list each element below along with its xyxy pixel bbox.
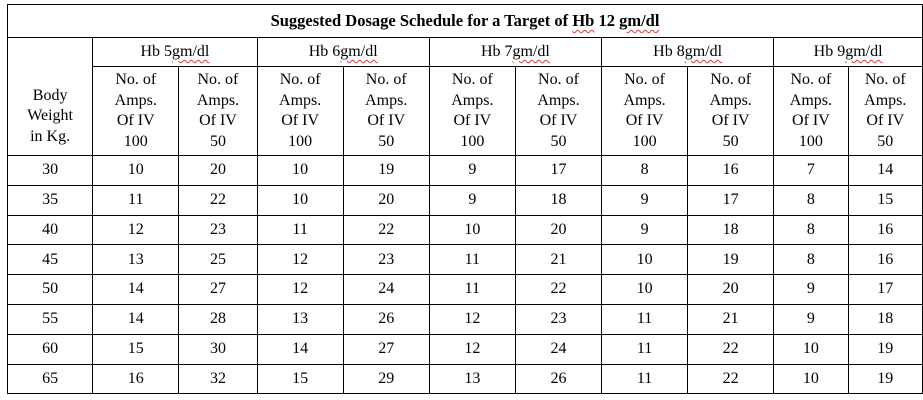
- amps-value-cell: 25: [179, 245, 257, 275]
- table-row: [8, 304, 923, 334]
- amps-value-cell: 23: [179, 215, 257, 245]
- amps-subheader: No. of Amps. Of IV 100: [429, 67, 515, 156]
- amps-subheader: No. of Amps. Of IV 100: [257, 67, 343, 156]
- amps-value-cell: 26: [515, 364, 601, 394]
- amps-value-cell: 10: [602, 275, 688, 305]
- amps-value-cell: 22: [179, 185, 257, 215]
- amps-value-cell: 11: [93, 185, 179, 215]
- amps-value-cell: 18: [688, 215, 774, 245]
- amps-value-cell: 13: [93, 245, 179, 275]
- amps-value-cell: 11: [429, 245, 515, 275]
- table-row: [8, 334, 923, 364]
- weight-cell: 45: [8, 245, 93, 275]
- amps-value-cell: 12: [93, 215, 179, 245]
- amps-value-cell: 24: [343, 275, 429, 305]
- amps-value-cell: 9: [774, 304, 848, 334]
- hb-group-header: Hb 7gm/dl: [429, 38, 601, 67]
- amps-value-cell: 30: [179, 334, 257, 364]
- amps-value-cell: 32: [179, 364, 257, 394]
- weight-cell: 50: [8, 275, 93, 305]
- amps-value-cell: 18: [848, 304, 922, 334]
- hb-group-header: Hb 8gm/dl: [602, 38, 774, 67]
- amps-value-cell: 9: [602, 215, 688, 245]
- body-weight-header: Body Weight in Kg.: [8, 38, 93, 156]
- amps-value-cell: 20: [343, 185, 429, 215]
- amps-value-cell: 16: [688, 156, 774, 186]
- table-row: [8, 245, 923, 275]
- amps-value-cell: 19: [343, 156, 429, 186]
- amps-value-cell: 15: [257, 364, 343, 394]
- amps-value-cell: 10: [774, 364, 848, 394]
- amps-value-cell: 19: [848, 364, 922, 394]
- amps-value-cell: 14: [93, 275, 179, 305]
- amps-value-cell: 17: [688, 185, 774, 215]
- amps-value-cell: 16: [848, 215, 922, 245]
- amps-value-cell: 21: [688, 304, 774, 334]
- amps-value-cell: 9: [602, 185, 688, 215]
- table-row: [8, 215, 923, 245]
- amps-value-cell: 15: [848, 185, 922, 215]
- amps-value-cell: 13: [429, 364, 515, 394]
- amps-value-cell: 14: [93, 304, 179, 334]
- weight-cell: 60: [8, 334, 93, 364]
- amps-value-cell: 12: [257, 245, 343, 275]
- amps-subheader: No. of Amps. Of IV 50: [688, 67, 774, 156]
- amps-value-cell: 28: [179, 304, 257, 334]
- table-title: Suggested Dosage Schedule for a Target of Hb 12 gm/dl: [8, 5, 923, 38]
- amps-value-cell: 7: [774, 156, 848, 186]
- amps-value-cell: 11: [257, 215, 343, 245]
- dosage-table-container: [7, 4, 923, 394]
- amps-value-cell: 22: [343, 215, 429, 245]
- weight-cell: 55: [8, 304, 93, 334]
- amps-value-cell: 22: [688, 334, 774, 364]
- amps-value-cell: 14: [848, 156, 922, 186]
- dosage-schedule-table: [7, 4, 923, 394]
- weight-cell: 65: [8, 364, 93, 394]
- amps-value-cell: 11: [602, 304, 688, 334]
- amps-subheader: No. of Amps. Of IV 100: [93, 67, 179, 156]
- amps-value-cell: 8: [774, 215, 848, 245]
- amps-subheader: No. of Amps. Of IV 100: [774, 67, 848, 156]
- amps-value-cell: 19: [848, 334, 922, 364]
- amps-value-cell: 27: [343, 334, 429, 364]
- amps-subheader: No. of Amps. Of IV 50: [515, 67, 601, 156]
- amps-value-cell: 20: [179, 156, 257, 186]
- amps-value-cell: 22: [515, 275, 601, 305]
- amps-value-cell: 14: [257, 334, 343, 364]
- amps-subheader: No. of Amps. Of IV 50: [848, 67, 922, 156]
- amps-value-cell: 8: [602, 156, 688, 186]
- amps-value-cell: 11: [429, 275, 515, 305]
- amps-value-cell: 8: [774, 245, 848, 275]
- amps-value-cell: 9: [429, 185, 515, 215]
- hb-group-header: Hb 6gm/dl: [257, 38, 429, 67]
- amps-value-cell: 12: [429, 334, 515, 364]
- table-row: [8, 185, 923, 215]
- amps-value-cell: 27: [179, 275, 257, 305]
- amps-value-cell: 20: [688, 275, 774, 305]
- amps-subheader: No. of Amps. Of IV 50: [343, 67, 429, 156]
- weight-cell: 40: [8, 215, 93, 245]
- amps-value-cell: 23: [515, 304, 601, 334]
- amps-value-cell: 11: [602, 334, 688, 364]
- amps-value-cell: 23: [343, 245, 429, 275]
- amps-value-cell: 10: [602, 245, 688, 275]
- hb-group-header: Hb 9gm/dl: [774, 38, 923, 67]
- amps-value-cell: 9: [429, 156, 515, 186]
- amps-value-cell: 15: [93, 334, 179, 364]
- amps-value-cell: 17: [848, 275, 922, 305]
- weight-cell: 35: [8, 185, 93, 215]
- amps-value-cell: 8: [774, 185, 848, 215]
- amps-value-cell: 10: [257, 185, 343, 215]
- amps-value-cell: 10: [257, 156, 343, 186]
- amps-value-cell: 10: [429, 215, 515, 245]
- amps-value-cell: 11: [602, 364, 688, 394]
- hb-group-header: Hb 5gm/dl: [93, 38, 257, 67]
- amps-value-cell: 17: [515, 156, 601, 186]
- amps-value-cell: 12: [429, 304, 515, 334]
- amps-value-cell: 9: [774, 275, 848, 305]
- table-row: [8, 275, 923, 305]
- amps-value-cell: 13: [257, 304, 343, 334]
- amps-value-cell: 19: [688, 245, 774, 275]
- weight-cell: 30: [8, 156, 93, 186]
- amps-value-cell: 22: [688, 364, 774, 394]
- amps-value-cell: 16: [848, 245, 922, 275]
- amps-value-cell: 29: [343, 364, 429, 394]
- amps-value-cell: 16: [93, 364, 179, 394]
- table-row: [8, 364, 923, 394]
- table-row: [8, 156, 923, 186]
- amps-value-cell: 26: [343, 304, 429, 334]
- amps-value-cell: 18: [515, 185, 601, 215]
- amps-subheader: No. of Amps. Of IV 100: [602, 67, 688, 156]
- amps-subheader: No. of Amps. Of IV 50: [179, 67, 257, 156]
- amps-value-cell: 24: [515, 334, 601, 364]
- amps-value-cell: 20: [515, 215, 601, 245]
- amps-value-cell: 10: [774, 334, 848, 364]
- amps-value-cell: 12: [257, 275, 343, 305]
- amps-value-cell: 10: [93, 156, 179, 186]
- amps-value-cell: 21: [515, 245, 601, 275]
